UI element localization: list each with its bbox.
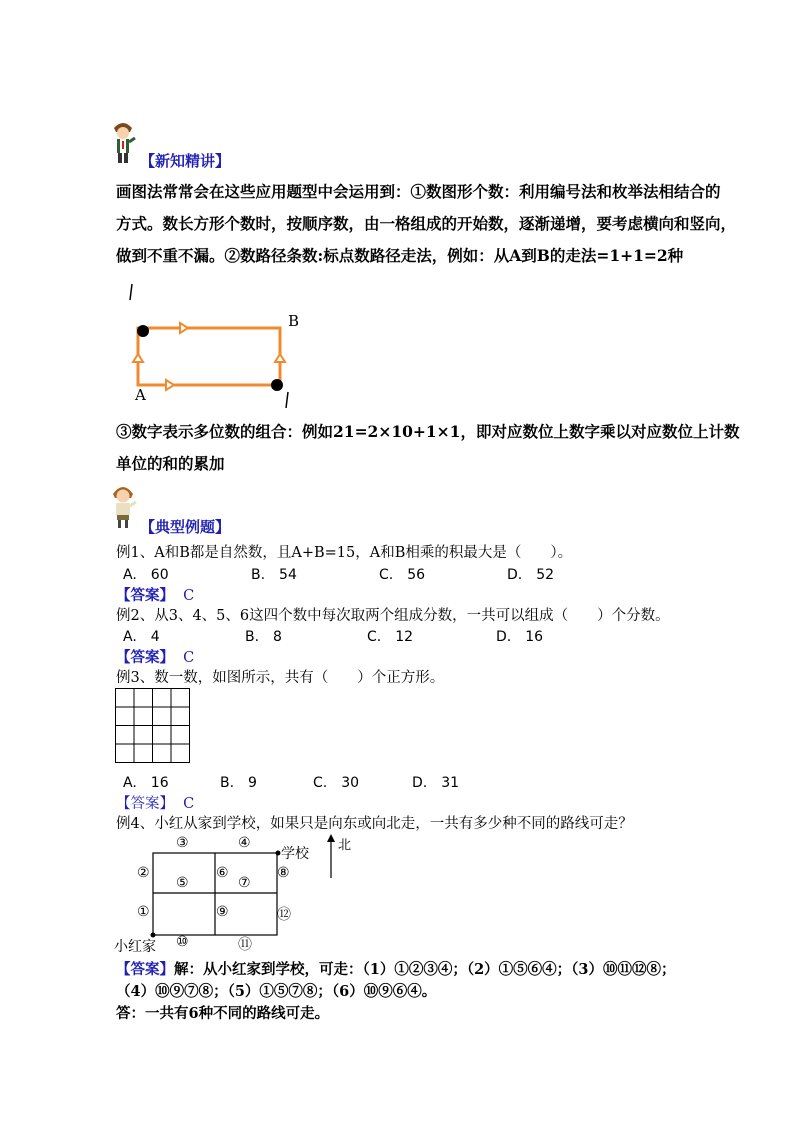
route-segment-10: ⑩ [176, 934, 189, 950]
solution-text-1: 解：从小红家到学校，可走：（1）①②③④；（2）①⑤⑥④；（3）⑩⑪⑫⑧； [174, 961, 676, 978]
route-segment-7: ⑦ [238, 875, 251, 891]
example-3-option-d: D. 31 [412, 775, 460, 791]
answer-value: C [183, 796, 195, 812]
example-2-answer [116, 646, 194, 667]
route-segment-9: ⑨ [216, 904, 229, 920]
home-label: 小红家 [114, 939, 156, 955]
example-4-solution-line-1 [116, 958, 676, 979]
teacher-avatar-icon [108, 118, 138, 164]
example-2-option-a: A. 4 [123, 629, 160, 645]
answer-value: C [183, 650, 195, 666]
example-2-option-d: D. 16 [496, 629, 544, 645]
square-grid-figure [115, 688, 191, 764]
example-1-option-b: B. 54 [251, 567, 297, 583]
example-3-option-c: C. 30 [313, 775, 360, 791]
student-avatar-icon [108, 480, 138, 528]
section-title-new-knowledge: 【新知精讲】 [140, 152, 231, 170]
answer-value: C [183, 588, 195, 604]
section-title-examples: 【典型例题】 [140, 518, 231, 536]
route-segment-8: ⑧ [277, 865, 290, 881]
example-1-answer [116, 584, 194, 605]
answer-label: 【答案】 [116, 796, 174, 812]
intro-line-2: 方式。数长方形个数时，按顺序数，由一格组成的开始数，逐渐递增，要考虑横向和竖向， [116, 214, 737, 233]
example-4-conclusion: 答：一共有6种不同的路线可走。 [116, 1005, 330, 1022]
example-3-question: 例3、数一数，如图所示，共有（ ）个正方形。 [116, 670, 445, 686]
route-segment-4: ④ [238, 835, 251, 851]
example-3-answer [116, 792, 194, 813]
answer-label: 【答案】 [116, 961, 174, 978]
diagram-label-a: A [135, 386, 146, 404]
point-b-dot [137, 325, 149, 337]
route-segment-1: ① [137, 904, 150, 920]
example-4-question: 例4、小红从家到学校，如果只是向东或向北走，一共有多少种不同的路线可走？ [116, 816, 633, 832]
example-1-option-c: C. 56 [379, 567, 426, 583]
intro-line-5: 单位的和的累加 [116, 454, 225, 473]
route-segment-11: ⑪ [238, 937, 252, 953]
intro-line-1: 画图法常常会在这些应用题型中会运用到：①数图形个数：利用编号法和枚举法相结合的 [116, 182, 721, 201]
diagram-label-b: B [288, 312, 300, 330]
route-segment-12: ⑫ [277, 907, 291, 923]
answer-label: 【答案】 [116, 587, 174, 604]
route-segment-2: ② [137, 865, 150, 881]
point-a-dot [271, 379, 283, 391]
example-2-option-b: B. 8 [245, 629, 282, 645]
example-1-question: 例1、A和B都是自然数，且A+B=15，A和B相乘的积最大是（ ）。 [116, 545, 573, 561]
intro-line-4: ③数字表示多位数的组合：例如21=2×10+1×1，即对应数位上数字乘以对应数位上计数 [116, 422, 740, 441]
example-3-option-b: B. 9 [220, 775, 257, 791]
example-1-option-a: A. 60 [123, 567, 169, 583]
example-3-option-a: A. 16 [123, 775, 169, 791]
example-4-solution-line-2: （4）⑩⑨⑦⑧；（5）①⑤⑦⑧；（6）⑩⑨⑥④。 [116, 983, 437, 1000]
answer-label: 【答案】 [116, 649, 174, 666]
intro-line-3: 做到不重不漏。②数路径条数:标点数路径走法，例如：从A到B的走法=1+1=2种 [116, 246, 684, 265]
example-2-option-c: C. 12 [367, 629, 414, 645]
school-label: 学校 [281, 846, 309, 862]
route-segment-5: ⑤ [176, 875, 189, 891]
north-label: 北 [338, 838, 352, 853]
route-segment-3: ③ [176, 835, 189, 851]
example-1-option-d: D. 52 [507, 567, 555, 583]
route-segment-6: ⑥ [216, 865, 229, 881]
example-2-question: 例2、从3、4、5、6这四个数中每次取两个组成分数，一共可以组成（ ）个分数。 [116, 608, 670, 624]
